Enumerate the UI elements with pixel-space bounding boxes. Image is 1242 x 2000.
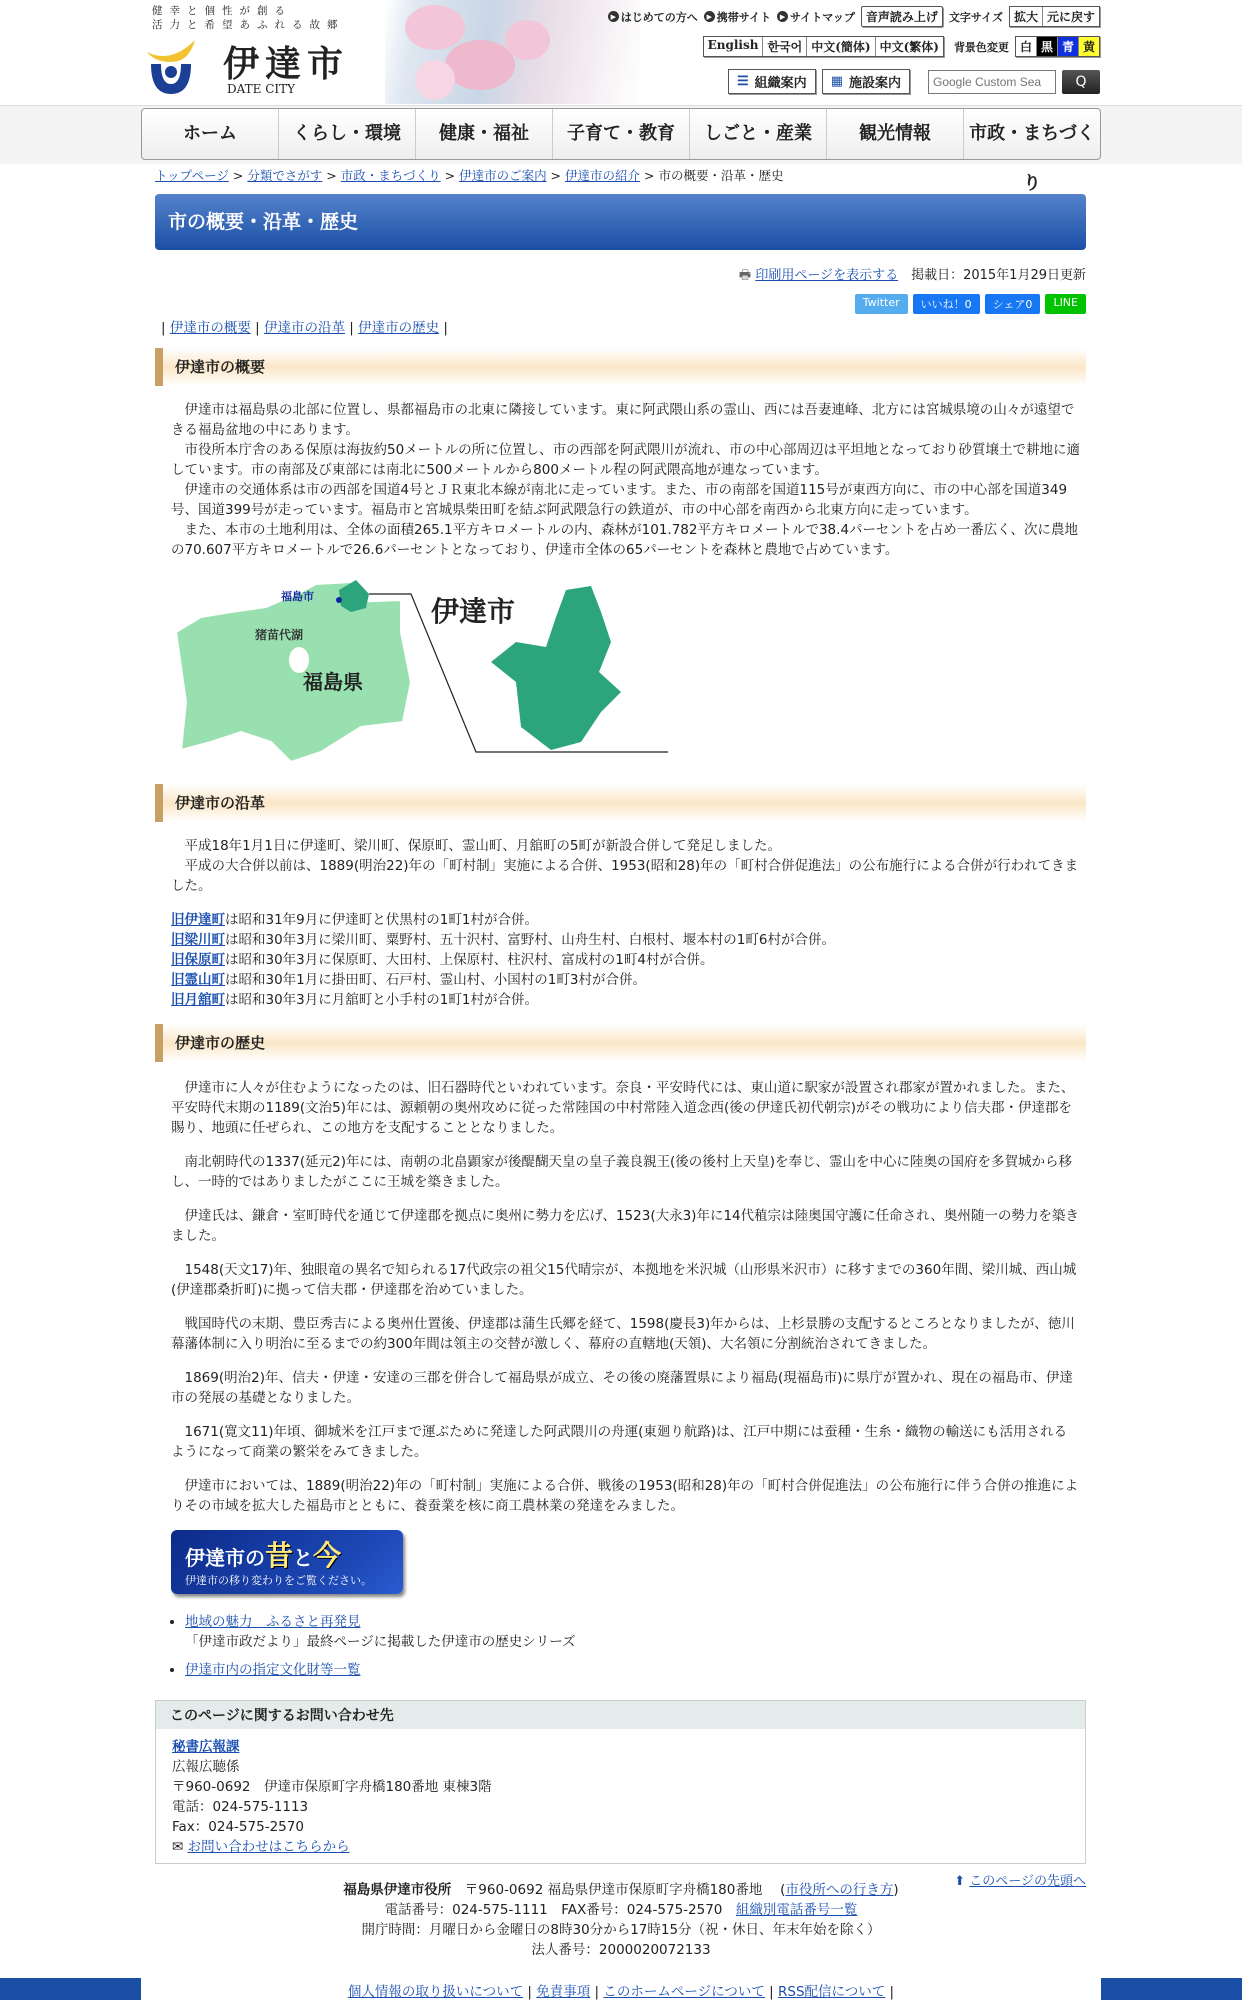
arrow-icon: ▶ (777, 11, 788, 22)
header-photo-blossom (385, 0, 640, 104)
nav-home[interactable]: ホーム (142, 109, 279, 159)
facebook-share-button[interactable]: シェア0 (985, 294, 1041, 314)
map-label-lake: 猪苗代湖 (255, 628, 304, 642)
bg-white-button[interactable]: 白 (1016, 37, 1037, 56)
former-town-link[interactable]: 旧梁川町 (171, 932, 225, 948)
anchor-overview[interactable]: 伊達市の概要 (169, 320, 251, 336)
arrow-icon: ▶ (704, 11, 715, 22)
list-item: 旧保原町は昭和30年3月に保原町、大田村、上保原村、柱沢村、富成村の1町4村が合併。 (171, 952, 714, 968)
nav-government[interactable]: 市政・まちづくり (969, 123, 1095, 194)
bg-color-label: 背景色変更 (953, 40, 1009, 54)
former-town-link[interactable]: 旧保原町 (171, 952, 225, 968)
nav-work[interactable]: しごと・産業 (690, 109, 827, 159)
page-title: 市の概要・沿革・歴史 (155, 194, 1086, 250)
related-link[interactable]: 伊達市内の指定文化財等一覧 (185, 1662, 361, 1678)
facebook-like-button[interactable]: いいね！0 (913, 294, 980, 314)
footer-bar-left (0, 1978, 141, 2000)
site-header (0, 0, 1242, 106)
lang-chinese-traditional[interactable]: 中文(繁体) (879, 40, 939, 54)
footer-bar-right (1101, 1978, 1242, 2000)
breadcrumb-link[interactable]: 伊達市のご案内 (459, 168, 547, 183)
city-emblem-icon (145, 38, 197, 96)
arrow-icon: ▶ (608, 11, 619, 22)
former-town-link[interactable]: 旧月舘町 (171, 992, 225, 1008)
main-content (155, 166, 1086, 1889)
former-towns-list (155, 910, 1086, 1010)
map-shapes (171, 572, 671, 772)
building-icon: ▦ (830, 74, 843, 89)
history-admin-text: 平成18年1月1日に伊達町、梁川町、保原町、霊山町、月舘町の5町が新設合併して発足しました。 平成の大合併以前は、1889(明治22)年の「町村制」実施による合併、1953(昭和28)年の「町村合併促進法」の公布施行による合併が行われてきました。 (171, 838, 1079, 894)
location-map (171, 572, 1086, 772)
sitemap-link[interactable]: ▶ サイトマップ (777, 9, 855, 25)
printer-icon: 🖶 (738, 268, 752, 283)
list-item (185, 1660, 1086, 1680)
breadcrumb: トップページ > 分類でさがす > 市政・まちづくり > 伊達市のご案内 > 伊達市の紹介 > 市の概要・沿革・歴史 (155, 168, 784, 183)
org-guide-button[interactable]: ☰ 組織案内 (728, 69, 816, 94)
bg-blue-button[interactable]: 青 (1058, 37, 1079, 56)
overview-text: 伊達市は福島県の北部に位置し、県都福島市の北東に隣接しています。東に阿武隈山系の霊山、西には吾妻連峰、北方には宮城県境の山々が遠望できる福島盆地の中にあります。 市役所本庁舎のある保原は海抜約50メートルの所に位置し、市の西部を阿武隈川が流れ、市の中心部周辺は平坦地となっており砂質壌土で耕地に適しています。市の南部及び東部には南北に500メートルから800メートル程の阿武隈高地が連なっています。 伊達市の交通体系は市の西部を国道4号とＪＲ東北本線が南北に走っています。また、市の南部を国道115号が東西方向に、市の中心部を国道349号、国道399号が走っています。福島市と宮城県柴田町を結ぶ阿武隈急行の鉄道が、市の中心部を南西から北東方向に走っています。 また、本市の土地利用は、全体の面積265.1平方キロメートルの内、森林が101.782平方キロメートルで38.4パーセントを占め一番広く、次に農地の70.607平方キロメートルで26.6パーセントとなっており、伊達市全体の65パーセントを森林と農地で占めています。 (171, 402, 1080, 558)
lang-english[interactable]: English (704, 37, 764, 56)
beginner-link[interactable]: ▶ はじめての方へ (608, 9, 698, 25)
line-share-button[interactable]: LINE (1045, 294, 1086, 314)
search-input[interactable] (928, 70, 1056, 94)
lang-korean[interactable]: 한국어 (763, 37, 807, 56)
page-anchors: | 伊達市の概要 | 伊達市の沿革 | 伊達市の歴史 | (161, 320, 448, 336)
section-heading-history-admin: 伊達市の沿革 (155, 784, 1086, 822)
search-button[interactable] (1062, 70, 1100, 94)
section-heading-overview: 伊達市の概要 (155, 348, 1086, 386)
related-link[interactable]: 地域の魅力 ふるさと再発見 (185, 1614, 361, 1630)
footer-links: 個人情報の取り扱いについて | 免責事項 | このホームページについて | RSS配信について | (347, 1984, 895, 2000)
bg-yellow-button[interactable]: 黄 (1079, 37, 1099, 56)
mail-icon: ✉ (172, 1839, 184, 1855)
contact-form-link[interactable]: お問い合わせはこちらから (187, 1839, 350, 1855)
twitter-share-button[interactable]: Twitter (855, 294, 908, 314)
voice-reader-button[interactable]: 音声読み上げ (861, 6, 943, 27)
access-link[interactable]: 市役所への行き方 (785, 1882, 894, 1898)
catchphrase: 健幸と個性が創る 活力と希望あふれる故郷 (152, 5, 345, 31)
then-and-now-banner[interactable]: 伊達市の昔と今 伊達市の移り変わりをご覧ください。 (171, 1530, 403, 1594)
posted-date: 掲載日：2015年1月29日更新 (911, 268, 1086, 283)
related-links (185, 1612, 1086, 1680)
disclaimer-link[interactable]: 免責事項 (536, 1984, 591, 2000)
list-icon: ☰ (737, 74, 749, 89)
nav-tourism[interactable]: 観光情報 (827, 109, 964, 159)
map-label-prefecture: 福島県 (303, 670, 363, 694)
anchor-history-admin[interactable]: 伊達市の沿革 (263, 320, 345, 336)
lang-chinese-simplified[interactable]: 中文(簡体) (807, 37, 875, 56)
list-item: 旧霊山町は昭和30年1月に掛田町、石戸村、霊山村、小国村の1町3村が合併。 (171, 972, 646, 988)
site-footer: 福島県伊達市役所 〒960-0692 福島県伊達市保原町字舟橋180番地 (市役所への行き方) 電話番号：024-575-1111 FAX番号：024-575-2570 組織別電話番号一覧 開庁時間：月曜日から金曜日の8時30分から17時15分（祝・休日、年末年始を除く） 法人番号：2000020072133 (343, 1882, 899, 1958)
breadcrumb-link[interactable]: 伊達市の紹介 (565, 168, 641, 183)
map-label-date-city: 伊達市 (431, 595, 516, 628)
rss-link[interactable]: RSS配信について (778, 1984, 886, 2000)
page-top-link[interactable]: このページの先頭へ (969, 1874, 1086, 1889)
former-town-link[interactable]: 旧伊達町 (171, 912, 225, 928)
list-item: 旧月舘町は昭和30年3月に月舘町と小手村の1町1村が合併。 (171, 992, 538, 1008)
mobile-link[interactable]: ▶ 携帯サイト (704, 9, 771, 25)
font-enlarge-button[interactable]: 拡大 (1010, 7, 1043, 26)
facility-guide-button[interactable]: ▦ 施設案内 (822, 69, 910, 94)
print-page-link[interactable]: 印刷用ページを表示する (755, 268, 899, 283)
nav-living[interactable]: くらし・環境 (279, 109, 416, 159)
dept-link[interactable]: 秘書広報課 (172, 1739, 240, 1755)
about-site-link[interactable]: このホームページについて (603, 1984, 765, 2000)
nav-childcare[interactable]: 子育て・教育 (553, 109, 690, 159)
font-reset-button[interactable]: 元に戻す (1046, 10, 1095, 24)
contact-heading: このページに関するお問い合わせ先 (156, 1701, 1085, 1729)
anchor-history[interactable]: 伊達市の歴史 (358, 320, 440, 336)
breadcrumb-link[interactable]: トップページ (155, 168, 229, 183)
section-heading-history: 伊達市の歴史 (155, 1024, 1086, 1062)
former-town-link[interactable]: 旧霊山町 (171, 972, 225, 988)
breadcrumb-link[interactable]: 分類でさがす (247, 168, 323, 183)
phone-directory-link[interactable]: 組織別電話番号一覧 (735, 1902, 858, 1918)
arrow-up-icon: ⬆ (954, 1874, 966, 1889)
history-text: 伊達市に人々が住むようになったのは、旧石器時代といわれています。奈良・平安時代には、東山道に駅家が設置され郡家が置かれました。また、平安時代末期の1189(文治5)年には、源頼朝の奥州攻めに従った常陸国の中村常陸入道念西(後の伊達氏初代朝宗)がその戦功により信夫郡・伊達郡を賜り、地頭に任ぜられ、この地方を支配することとなりました。 南北朝時代の1337(延元2)年には、南朝の北畠顕家が後醍醐天皇の皇子義良親王(後の後村上天皇)を奉じ、霊山を中心に陸奥の国府を多賀城から移し、一時的ではありましたがここに王城を築きました。 伊達氏は、鎌倉・室町時代を通じて伊達郡を拠点に奥州に勢力を広げ、1523(大永3)年に14代稙宗は陸奥国守護に任命され、奥州随一の勢力を築きました。 1548(天文17)年、独眼竜の異名で知られる17代政宗の祖父15代晴宗が、本拠地を米沢城（山形県米沢市）に移すまでの360年間、梁川城、西山城(伊達郡桑折町)に拠って信夫郡・伊達郡を治めていました。 戦国時代の末期、豊臣秀吉による奥州仕置後、伊達郡は蒲生氏郷を経て、1598(慶長3)年からは、上杉景勝の支配するところとなりましたが、徳川幕藩体制に入り明治に至るまでの約300年間は領主の交替が激しく、幕府の直轄地(天領)、大名領に分割統治されてきました。 1869(明治2)年、信夫・伊達・安達の三郡を併合して福島県が成立、その後の廃藩置県により福島(現福島市)に県庁が置かれ、現在の福島市、伊達市の発展の基礎となりました。 1671(寛文11)年頃、御城米を江戸まで運ぶために発達した阿武隈川の舟運(東廻り航路)は、江戸中期には蚕種・生糸・織物の輸送にも活用されるようになって商業の繁栄をみてきました。 伊達市においては、1889(明治22)年の「町村制」実施による合併、戦後の1953(昭和28)年の「町村合併促進法」の公布施行に伴う合併の推進によりその市域を拡大した福島市とともに、養蚕業を核に商工農林業の発達をみました。 (171, 1080, 1079, 1514)
list-item: 旧梁川町は昭和30年3月に梁川町、粟野村、五十沢村、富野村、山舟生村、白根村、堰本村の1町6村が合併。 (171, 932, 835, 948)
search-icon: Q (1075, 73, 1087, 90)
map-label-fukushima-city: 福島市 (281, 590, 314, 603)
breadcrumb-link[interactable]: 市政・まちづくり (340, 168, 441, 183)
privacy-link[interactable]: 個人情報の取り扱いについて (347, 1984, 524, 2000)
list-item: • 地域の魅力 ふるさと再発見 「伊達市政だより」最終ページに掲載した伊達市の歴史シリーズ (185, 1612, 1086, 1652)
nav-health[interactable]: 健康・福祉 (416, 109, 553, 159)
site-logo[interactable]: 伊達市 DATE CITY (145, 36, 365, 98)
bg-black-button[interactable]: 黒 (1037, 37, 1058, 56)
contact-box: このページに関するお問い合わせ先 秘書広報課 広報広聴係 〒960-0692 伊達市保原町字舟橋180番地 東棟3階 電話：024-575-1113 Fax：024-575-2570 ✉ お問い合わせはこちらから (155, 1700, 1086, 1864)
list-item: 旧伊達町は昭和31年9月に伊達町と伏黒村の1町1村が合併。 (171, 912, 538, 928)
breadcrumb-current: 市の概要・沿革・歴史 (658, 168, 784, 183)
font-size-label: 文字サイズ (948, 10, 1003, 24)
